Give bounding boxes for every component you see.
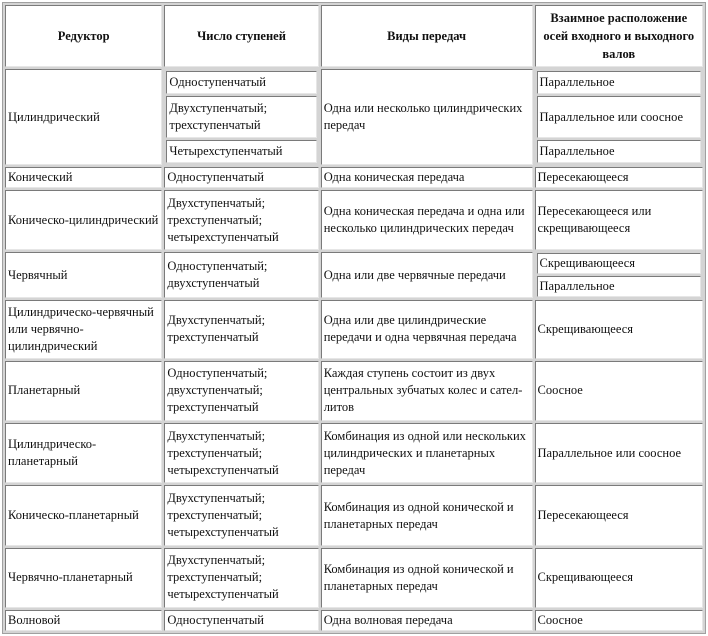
cell-axes-group [535, 69, 703, 165]
table-row [5, 300, 703, 358]
cell-type: Конический [5, 167, 162, 188]
table-row [5, 423, 703, 483]
cell-gears: Комбинация из одной или нескольких цилиндрических и планетарных передач [321, 423, 533, 483]
cell-type: Цилиндрический [5, 69, 162, 165]
cell-gears: Комбинация из одной конической и планетарных передач [321, 485, 533, 545]
cell-gears: Одна или несколько цилиндрических передач [321, 69, 533, 165]
cell-type: Цилиндрическо-планетарный [5, 423, 162, 483]
table-row [5, 610, 703, 631]
cell-type: Червячно-планетарный [5, 548, 162, 608]
cell-stages: Одноступенчатый [164, 167, 318, 188]
cell-stages: Четырехступенчатый [166, 140, 316, 163]
cell-gears: Одна волновая передача [321, 610, 533, 631]
cell-axes: Параллельное или соосное [537, 96, 701, 138]
table-row [5, 485, 703, 545]
cell-axes: Скрещивающееся [535, 300, 703, 358]
cell-stages: Одноступенчатый; двухступенчатый [164, 252, 318, 298]
header-gear-types: Виды передач [321, 5, 533, 67]
header-axes: Взаимное расположение осей входного и выходного валов [535, 5, 703, 67]
cell-type: Червячный [5, 252, 162, 298]
cell-axes: Соосное [535, 361, 703, 421]
cell-gears: Каждая ступень состоит из двух центральных зубчатых колес и сател-литов [321, 361, 533, 421]
cell-type: Волновой [5, 610, 162, 631]
cell-axes: Параллельное [537, 140, 701, 163]
cell-axes: Соосное [535, 610, 703, 631]
cell-stages: Двухступенчатый; трехступенчатый; четырехступенчатый [164, 548, 318, 608]
header-reducer: Редуктор [5, 5, 162, 67]
cell-gears: Одна коническая передача [321, 167, 533, 188]
cell-stages: Одноступенчатый; двухступенчатый; трехступенчатый [164, 361, 318, 421]
cell-gears: Одна или две червячные передачи [321, 252, 533, 298]
cell-gears: Одна коническая передача и одна или несколько цилиндрических передач [321, 190, 533, 250]
cell-stages: Двухступенчатый; трехступенчатый; четырехступенчатый [164, 190, 318, 250]
cell-axes: Пересекающееся [535, 485, 703, 545]
table-row [5, 190, 703, 250]
cell-stages-group [164, 69, 318, 165]
table-row [5, 167, 703, 188]
cell-axes: Параллельное или соосное [535, 423, 703, 483]
cell-stages: Двухступенчатый; трехступенчатый [166, 96, 316, 138]
cell-axes: Параллельное [537, 71, 701, 94]
cell-axes-group [535, 252, 703, 298]
cell-axes: Пересекающееся или скрещивающееся [535, 190, 703, 250]
cell-type: Цилиндрическо-червячный или червячно-цилиндрический [5, 300, 162, 358]
table-row [5, 361, 703, 421]
cell-gears: Комбинация из одной конической и планетарных передач [321, 548, 533, 608]
cell-stages: Двухступенчатый; трехступенчатый; четырехступенчатый [164, 485, 318, 545]
reducer-table-container [2, 2, 706, 634]
cell-gears: Одна или две цилиндрические передачи и одна червячная передача [321, 300, 533, 358]
header-stages: Число ступеней [164, 5, 318, 67]
cell-axes: Скрещивающееся [535, 548, 703, 608]
cell-axes: Пересекающееся [535, 167, 703, 188]
table-row [5, 548, 703, 608]
table-row [5, 252, 703, 298]
cell-type: Коническо-планетарный [5, 485, 162, 545]
reducer-table [2, 2, 706, 634]
cell-axes: Скрещивающееся [537, 253, 701, 274]
cell-axes: Параллельное [537, 276, 701, 297]
header-row [5, 5, 703, 67]
table-row [5, 69, 703, 165]
cell-stages: Одноступенчатый [166, 71, 316, 94]
cell-stages: Двухступенчатый; трехступенчатый; четырехступенчатый [164, 423, 318, 483]
cell-type: Коническо-цилиндрический [5, 190, 162, 250]
cell-stages: Двухступенчатый; трехступенчатый [164, 300, 318, 358]
cell-stages: Одноступенчатый [164, 610, 318, 631]
cell-type: Планетарный [5, 361, 162, 421]
